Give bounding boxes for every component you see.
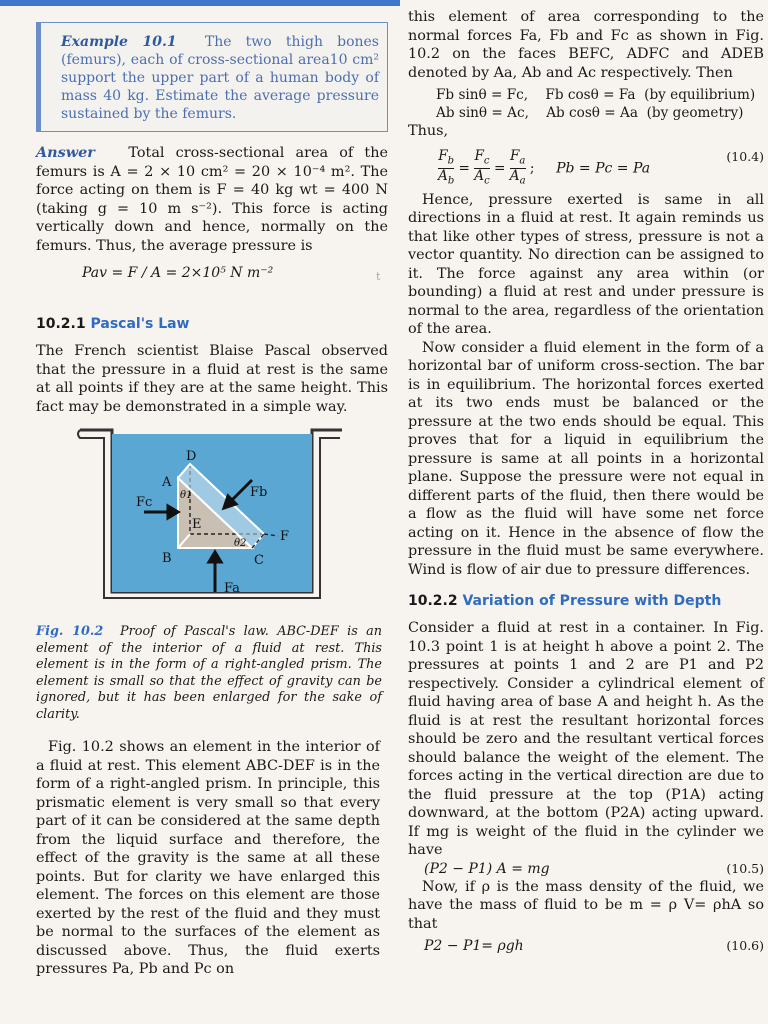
right-top-paragraph: this element of area corresponding to the normal forces Fa, Fb and Fc as shown in Fig. 10.2 on the faces BEFC, ADFC and ADEB denoted by Aa, Ab and Ac respectively. Then	[408, 9, 764, 81]
header-accent-bar	[0, 0, 400, 6]
figure-pascal-prism	[74, 420, 344, 605]
label-e: E	[192, 517, 202, 532]
label-theta1: θ1	[180, 490, 193, 501]
equation-10-5	[408, 860, 764, 878]
answer-block	[36, 144, 388, 281]
label-fb: Fb	[250, 485, 268, 500]
answer-paragraph	[36, 144, 388, 255]
example-body: The two thigh bones (femurs), each of cross-sectional area10 cm² support the upper part of a human body of mass 40 kg. Estimate the average pressure sustained by the femurs.	[61, 34, 379, 122]
eq-fb-sin: Fb sinθ = Fc,	[436, 87, 529, 103]
equilibrium-line	[436, 86, 764, 104]
label-f: F	[280, 529, 290, 544]
eq-105-number: (10.5)	[726, 860, 764, 876]
pascal-paragraph: The French scientist Blaise Pascal observed that the pressure in a fluid at rest is the same at all points if they are at the same height. This fact may be demonstrated in a simple way.	[36, 343, 388, 415]
eq-fb-cos: Fb cosθ = Fa	[545, 87, 636, 103]
example-tag: Example 10.1	[61, 34, 177, 50]
section-pascal	[36, 316, 388, 416]
example-box-accent	[37, 23, 41, 131]
eq-ab-cos: Ab cosθ = Aa	[546, 105, 638, 121]
left-bottom-block	[36, 738, 380, 979]
eq-106-number: (10.6)	[726, 938, 764, 953]
eq-104-number: (10.4)	[726, 148, 764, 164]
thus-label: Thus,	[408, 123, 449, 139]
label-b: B	[162, 551, 172, 566]
frac-fb-ab: $\frac{F_b}{A_b}$	[438, 147, 455, 187]
geom-equations	[408, 86, 764, 122]
section-title-2: Variation of Pressure with Depth	[462, 593, 722, 609]
eq-104-rhs: Pb = Pc = Pa	[556, 160, 651, 177]
label-fa: Fa	[224, 581, 240, 596]
label-theta2: θ2	[234, 538, 247, 549]
label-d: D	[186, 449, 197, 464]
right-column	[408, 8, 764, 955]
section-heading-pascal	[36, 316, 388, 332]
right-paragraph-3: Now, if ρ is the mass density of the fluid, we have the mass of fluid to be m = ρ V= ρhA so that	[408, 878, 764, 932]
eq-105-text: (P2 − P1) A = mg	[424, 860, 550, 877]
right-paragraph-2: Now consider a fluid element in the form of a horizontal bar of uniform cross-section. The bar is in equilibrium. The horizontal forces exerted at its two ends must be balanced or the pressure at the two ends should be equal. This proves that for a liquid in equilibrium the pressure is same at all points in a horizontal plane. Suppose the pressure were not equal in different parts of the fluid, then there would be a flow as the fluid will have some net force acting on it. Hence in the absence of flow the pressure in the fluid must be same everywhere. Wind is flow of air due to pressure differences.	[408, 339, 764, 578]
left-bottom-paragraph: Fig. 10.2 shows an element in the interior of a fluid at rest. This element ABC-DEF is in the form of a right-angled prism. In principle, this prismatic element is very small so that every part of it can be considered at the same depth from the liquid surface and therefore, the effect of the gravity is the same at all these points. But for clarity we have enlarged this element. The forces on this element are those exerted by the rest of the fluid and they must be normal to the surfaces of the element as discussed above. Thus, the fluid exerts pressures Pa, Pb and Pc on	[36, 739, 380, 977]
margin-mark: t	[376, 270, 381, 283]
right-paragraph-1: Hence, pressure exerted is same in all directions in a fluid at rest. It again reminds us that like other types of stress, pressure is not a vector quantity. No direction can be assigned to it. The force against any area within (or bounding) a fluid at rest and under pressure is normal to the area, regardless of the orientation of the area.	[408, 191, 764, 337]
answer-text: Total cross-sectional area of the femurs is A = 2 × 10 cm² = 20 × 10⁻⁴ m². The force acting on them is F = 40 kg wt = 400 N (taking g = 10 m s⁻²). This force is acting vertically down and hence, normally on the femurs. Thus, the average pressure is	[36, 145, 388, 254]
section-number-2: 10.2.2	[408, 593, 458, 609]
equation-10-4: $\frac{F_b}{A_b}$ = $\frac{F_c}{A_c}$ = $\frac{F_a}{A_a}$ ; Pb = Pc = Pa (10.4)	[438, 147, 764, 187]
equation-10-6	[408, 937, 764, 955]
section-number: 10.2.1	[36, 316, 86, 332]
figure-caption	[36, 624, 382, 723]
label-c: C	[254, 553, 264, 568]
frac-fc-ac: $\frac{F_c}{A_c}$	[474, 147, 490, 187]
example-box	[36, 22, 388, 132]
eq-geometry-note: (by geometry)	[646, 105, 744, 121]
answer-equation: Pav = F / A = 2×10⁵ N m⁻²	[82, 265, 274, 281]
frac-fa-aa: $\frac{F_a}{A_a}$	[509, 147, 526, 187]
depth-paragraph: Consider a fluid at rest in a container. In Fig. 10.3 point 1 is at height h above a point 2. The pressures at points 1 and 2 are P1 and P2 respectively. Consider a cylindrical element of fluid having area of base A and height h. As the fluid is at rest the resultant horizontal forces should be zero and the resultant vertical forces should balance the weight of the element. The forces acting in the vertical direction are due to the fluid pressure at the top (P1A) acting downward, at the bottom (P2A) acting upward. If mg is weight of the fluid in the cylinder we have	[408, 620, 764, 858]
eq-equilibrium-note: (by equilibrium)	[644, 87, 756, 103]
eq-ab-sin: Ab sinθ = Ac,	[436, 105, 529, 121]
caption-label: Fig. 10.2	[36, 624, 104, 639]
example-text	[61, 33, 379, 123]
label-a: A	[162, 475, 172, 490]
caption-text: Proof of Pascal's law. ABC-DEF is an element of the interior of a fluid at rest. This element is in the form of a right-angled prism. The element is small so that the effect of gravity can be ignored, but it has been enlarged for the sake of clarity.	[36, 624, 382, 722]
label-fc: Fc	[136, 495, 153, 510]
geometry-line	[436, 104, 764, 122]
answer-tag: Answer	[36, 144, 95, 161]
caption-paragraph	[36, 624, 382, 723]
section-title: Pascal's Law	[90, 316, 190, 332]
eq-106-text: P2 − P1= ρgh	[424, 938, 524, 954]
section-heading-depth	[408, 593, 764, 609]
